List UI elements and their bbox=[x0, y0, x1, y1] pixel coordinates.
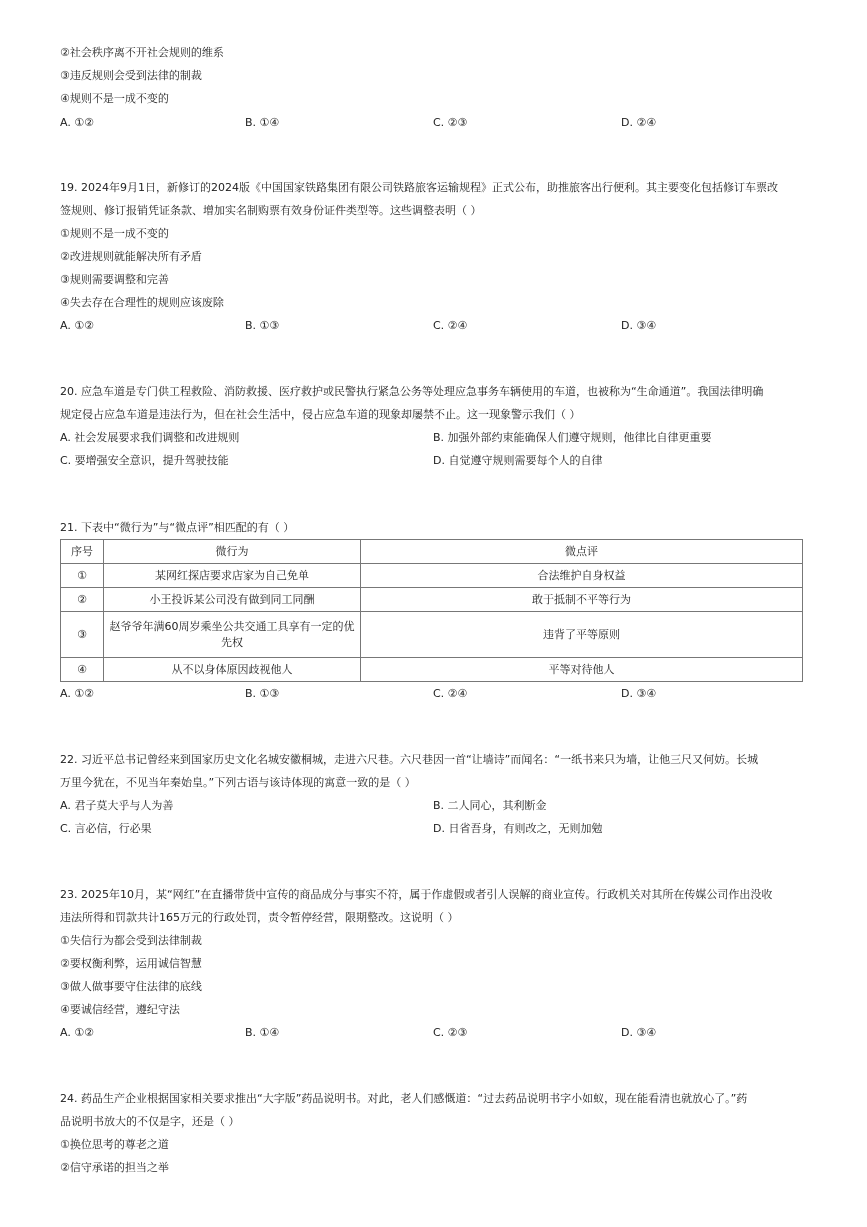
q20-stem-line-2: 规定侵占应急车道是违法行为，但在社会生活中，侵占应急车道的现象却屡禁不止。这一现象警示我们（ ） bbox=[60, 408, 581, 421]
q23-stem-line-1: 23. 2025年10月，某“网红”在直播带货中宣传的商品成分与事实不符，属于作虚假或者引人误解的商业宣传。行政机关对其所在传媒公司作出没收 bbox=[60, 888, 773, 901]
q19-stmt-2: ②改进规则就能解决所有矛盾 bbox=[60, 250, 202, 263]
q22-stem-line-2: 万里今犹在，不见当年秦始皇。”下列古语与该诗体现的寓意一致的是（ ） bbox=[60, 776, 416, 789]
q20-stem-line-1: 20. 应急车道是专门供工程救险、消防救援、医疗救护或民警执行紧急公务等处理应急事务车辆使用的车道，也被称为“生命通道”。我国法律明确 bbox=[60, 385, 764, 398]
table-row bbox=[61, 588, 803, 612]
table-cell: ① bbox=[61, 564, 104, 588]
table-cell: 平等对待他人 bbox=[361, 658, 803, 682]
q23-option-d[interactable]: D. ③④ bbox=[621, 1026, 657, 1039]
table-header-cell: 微行为 bbox=[104, 540, 361, 564]
q23-stmt-4: ④要诚信经营，遵纪守法 bbox=[60, 1003, 180, 1016]
q19-stmt-3: ③规则需要调整和完善 bbox=[60, 273, 169, 286]
table-header-cell: 微点评 bbox=[361, 540, 803, 564]
q20-option-d[interactable]: D. 自觉遵守规则需要每个人的自律 bbox=[433, 454, 603, 467]
q24-stem-line-1: 24. 药品生产企业根据国家相关要求推出“大字版”药品说明书。对此，老人们感慨道：“过去药品说明书字小如蚁，现在能看清也就放心了。”药 bbox=[60, 1092, 748, 1105]
table-header-row bbox=[61, 540, 803, 564]
q23-option-a[interactable]: A. ①② bbox=[60, 1026, 95, 1039]
table-cell: ④ bbox=[61, 658, 104, 682]
q23-stmt-3: ③做人做事要守住法律的底线 bbox=[60, 980, 202, 993]
table-cell: 合法维护自身权益 bbox=[361, 564, 803, 588]
q21-option-d[interactable]: D. ③④ bbox=[621, 687, 657, 700]
table-cell: ③ bbox=[61, 612, 104, 658]
q20-option-c[interactable]: C. 要增强安全意识，提升驾驶技能 bbox=[60, 454, 229, 467]
q19-stem-line-2: 签规则、修订报销凭证条款、增加实名制购票有效身份证件类型等。这些调整表明（ ） bbox=[60, 204, 482, 217]
q22-option-b[interactable]: B. 二人同心，其利断金 bbox=[433, 799, 547, 812]
q24-stem-line-2: 品说明书放大的不仅是字，还是（ ） bbox=[60, 1115, 240, 1128]
q22-option-a[interactable]: A. 君子莫大乎与人为善 bbox=[60, 799, 174, 812]
q21-stem: 21. 下表中“微行为”与“微点评”相匹配的有（ ） bbox=[60, 521, 295, 534]
table-header-cell: 序号 bbox=[61, 540, 104, 564]
table-cell: 小王投诉某公司没有做到同工同酬 bbox=[104, 588, 361, 612]
q20-option-b[interactable]: B. 加强外部约束能确保人们遵守规则，他律比自律更重要 bbox=[433, 431, 712, 444]
table-cell: 违背了平等原则 bbox=[361, 612, 803, 658]
q21-option-b[interactable]: B. ①③ bbox=[245, 687, 280, 700]
q19-option-a[interactable]: A. ①② bbox=[60, 319, 95, 332]
table-row bbox=[61, 658, 803, 682]
q19-option-d[interactable]: D. ③④ bbox=[621, 319, 657, 332]
table-cell: 敢于抵制不平等行为 bbox=[361, 588, 803, 612]
table-cell: 某网红探店要求店家为自己免单 bbox=[104, 564, 361, 588]
q20-option-a[interactable]: A. 社会发展要求我们调整和改进规则 bbox=[60, 431, 240, 444]
q21-table bbox=[60, 539, 803, 682]
q24-stmt-1: ①换位思考的尊老之道 bbox=[60, 1138, 169, 1151]
q19-stmt-1: ①规则不是一成不变的 bbox=[60, 227, 169, 240]
q19-option-c[interactable]: C. ②④ bbox=[433, 319, 468, 332]
q21-option-c[interactable]: C. ②④ bbox=[433, 687, 468, 700]
q22-option-d[interactable]: D. 日省吾身，有则改之，无则加勉 bbox=[433, 822, 603, 835]
q19-option-b[interactable]: B. ①③ bbox=[245, 319, 280, 332]
q24-stmt-2: ②信守承诺的担当之举 bbox=[60, 1161, 169, 1174]
q22-option-c[interactable]: C. 言必信，行必果 bbox=[60, 822, 152, 835]
table-cell: ② bbox=[61, 588, 104, 612]
q18-option-b[interactable]: B. ①④ bbox=[245, 116, 280, 129]
q23-option-c[interactable]: C. ②③ bbox=[433, 1026, 468, 1039]
q23-stem-line-2: 违法所得和罚款共计165万元的行政处罚，责令暂停经营，限期整改。这说明（ ） bbox=[60, 911, 459, 924]
q18-stmt-3: ③违反规则会受到法律的制裁 bbox=[60, 69, 202, 82]
table-cell: 赵爷爷年满60周岁乘坐公共交通工具享有一定的优先权 bbox=[104, 612, 361, 658]
table-row bbox=[61, 564, 803, 588]
q18-option-d[interactable]: D. ②④ bbox=[621, 116, 657, 129]
q19-stem-line-1: 19. 2024年9月1日，新修订的2024版《中国国家铁路集团有限公司铁路旅客运输规程》正式公布，助推旅客出行便利。其主要变化包括修订车票改 bbox=[60, 181, 778, 194]
q18-option-c[interactable]: C. ②③ bbox=[433, 116, 468, 129]
q23-option-b[interactable]: B. ①④ bbox=[245, 1026, 280, 1039]
q22-stem-line-1: 22. 习近平总书记曾经来到国家历史文化名城安徽桐城，走进六尺巷。六尺巷因一首“让墙诗”而闻名：“一纸书来只为墙，让他三尺又何妨。长城 bbox=[60, 753, 759, 766]
q18-stmt-2: ②社会秩序离不开社会规则的维系 bbox=[60, 46, 224, 59]
q19-stmt-4: ④失去存在合理性的规则应该废除 bbox=[60, 296, 224, 309]
table-cell: 从不以身体原因歧视他人 bbox=[104, 658, 361, 682]
table-row bbox=[61, 612, 803, 658]
q23-stmt-1: ①失信行为都会受到法律制裁 bbox=[60, 934, 202, 947]
q21-option-a[interactable]: A. ①② bbox=[60, 687, 95, 700]
q18-option-a[interactable]: A. ①② bbox=[60, 116, 95, 129]
q18-stmt-4: ④规则不是一成不变的 bbox=[60, 92, 169, 105]
q23-stmt-2: ②要权衡利弊，运用诚信智慧 bbox=[60, 957, 202, 970]
